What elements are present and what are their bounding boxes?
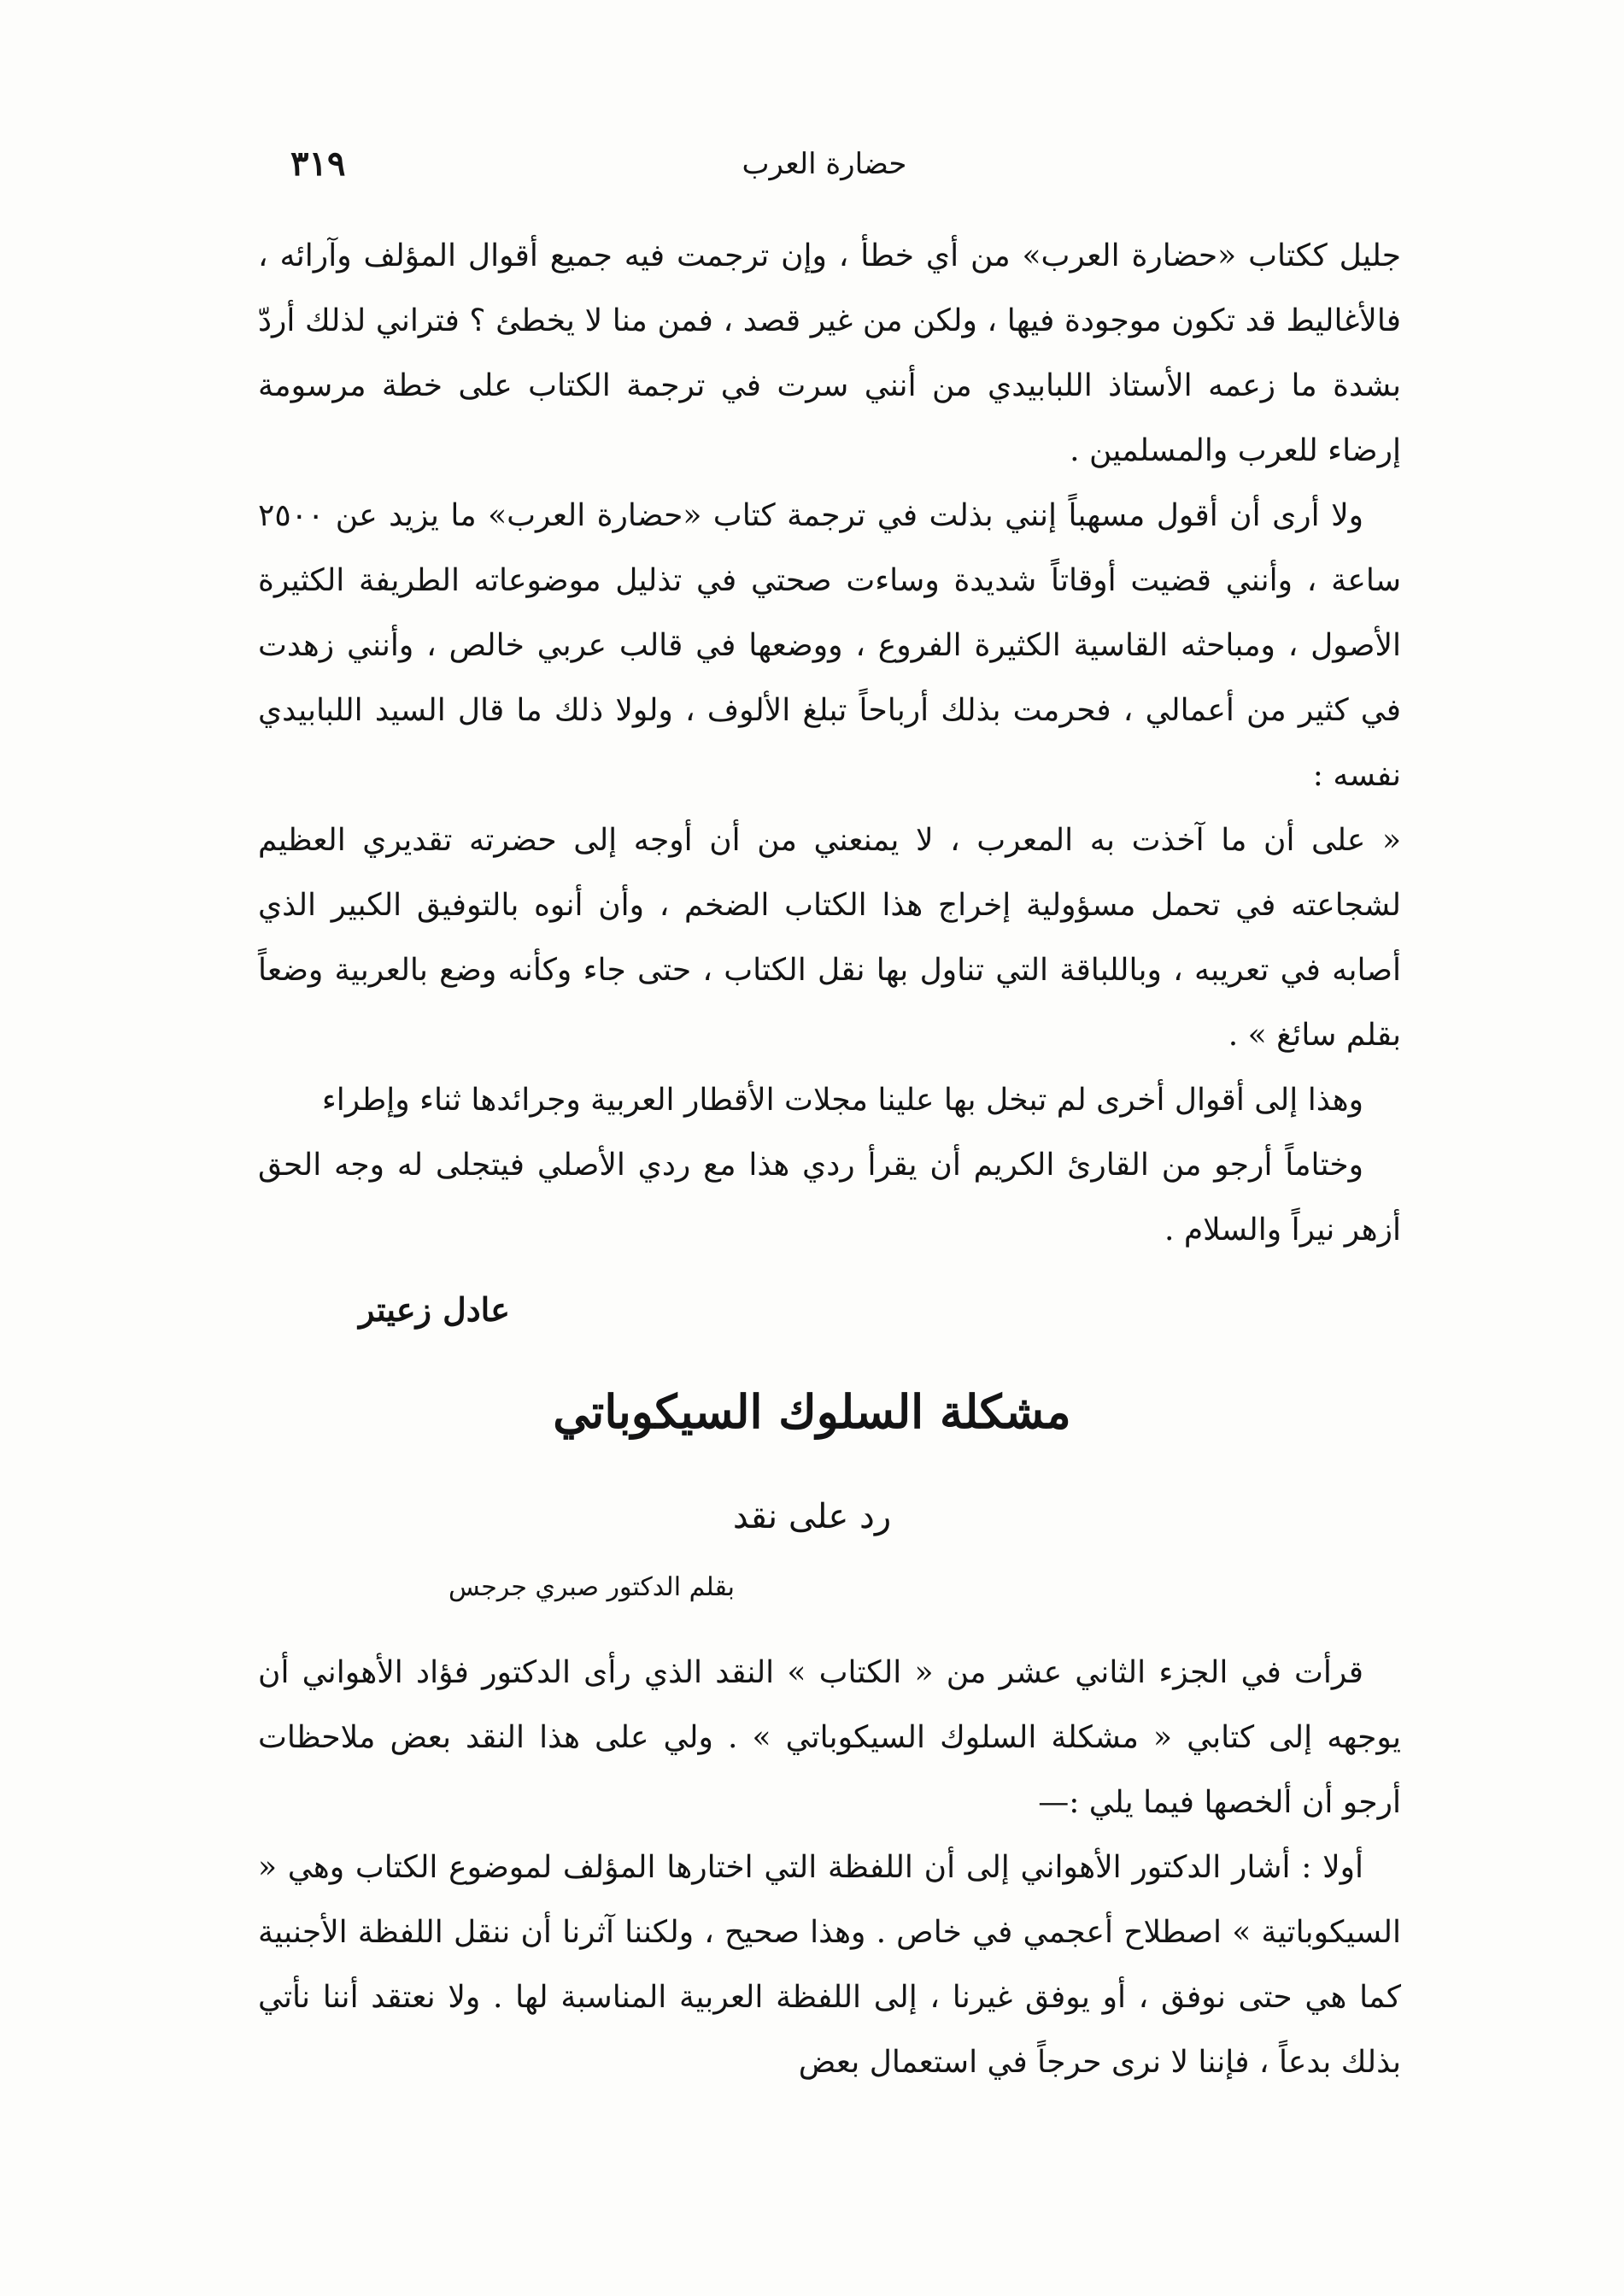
page-number: ٣١٩ xyxy=(290,144,346,184)
paragraph: جليل ككتاب «حضارة العرب» من أي خطأ ، وإن ترجمت فيه جميع أقوال المؤلف وآرائه ، فالأغاليط قد تكون موجودة فيها ، ولكن من غير قصد ، فمن منا لا يخطئ ؟ فتراني لذلك أردّ بشدة ما زعمه الأستاذ اللبابيدي من أنني سرت في ترجمة الكتاب على خطة مرسومة إرضاء للعرب والمسلمين . xyxy=(258,238,1401,468)
paragraph: وهذا إلى أقوال أخرى لم تبخل بها علينا مجلات الأقطار العربية وجرائدها ثناء وإطراء xyxy=(321,1083,1363,1118)
page-header xyxy=(256,144,1392,203)
author-signature: عادل زعيتر xyxy=(359,1290,510,1329)
article-body xyxy=(258,1641,1401,2095)
paragraph: ولا أرى أن أقول مسهباً إنني بذلت في ترجمة كتاب «حضارة العرب» ما يزيد عن ٢٥٠٠ ساعة ، وأنني قضيت أوقاتاً شديدة وساءت صحتي في تذليل موضوعاته الطريفة الكثيرة الأصول ، ومباحثه القاسية الكثيرة الفروع ، ووضعها في قالب عربي خالص ، وأنني زهدت في كثير من أعمالي ، فحرمت بذلك أرباحاً تبلغ الألوف ، ولولا ذلك ما قال السيد اللبابيدي نفسه : xyxy=(258,498,1401,793)
paragraph: أولا : أشار الدكتور الأهواني إلى أن اللفظة التي اختارها المؤلف لموضوع الكتاب وهي « السيكوباتية » اصطلاح أعجمي في خاص . وهذا صحيح ، ولكننا آثرنا أن ننقل اللفظة الأجنبية كما هي حتى نوفق ، أو يوفق غيرنا ، إلى اللفظة العربية المناسبة لها . ولا نعتقد أننا نأتي بذلك بدعاً ، فإننا لا نرى حرجاً في استعمال بعض xyxy=(258,1850,1401,2080)
quotation: « على أن ما آخذت به المعرب ، لا يمنعني من أن أوجه إلى حضرته تقديري العظيم لشجاعته في تحمل مسؤولية إخراج هذا الكتاب الضخم ، وأن أنوه بالتوفيق الكبير الذي أصابه في تعريبه ، وباللباقة التي تناول بها نقل الكتاب ، حتى جاء وكأنه وضع بالعربية وضعاً بقلم سائغ » . xyxy=(258,823,1401,1053)
paragraph: قرأت في الجزء الثاني عشر من « الكتاب » النقد الذي رأى الدكتور فؤاد الأهواني أن يوجهه إلى كتابي « مشكلة السلوك السيكوباتي » . ولي على هذا النقد بعض ملاحظات أرجو أن ألخصها فيما يلي :— xyxy=(258,1655,1401,1820)
reply-body xyxy=(258,224,1401,1263)
running-title: حضارة العرب xyxy=(742,147,907,181)
article-subtitle: رد على نقد xyxy=(732,1497,892,1536)
paragraph: وختاماً أرجو من القارئ الكريم أن يقرأ ردي هذا مع ردي الأصلي فيتجلى له وجه الحق أزهر نيراً والسلام . xyxy=(258,1148,1401,1248)
article-title: مشكلة السلوك السيكوباتي xyxy=(553,1384,1071,1439)
article-byline: بقلم الدكتور صبري جرجس xyxy=(448,1572,735,1602)
